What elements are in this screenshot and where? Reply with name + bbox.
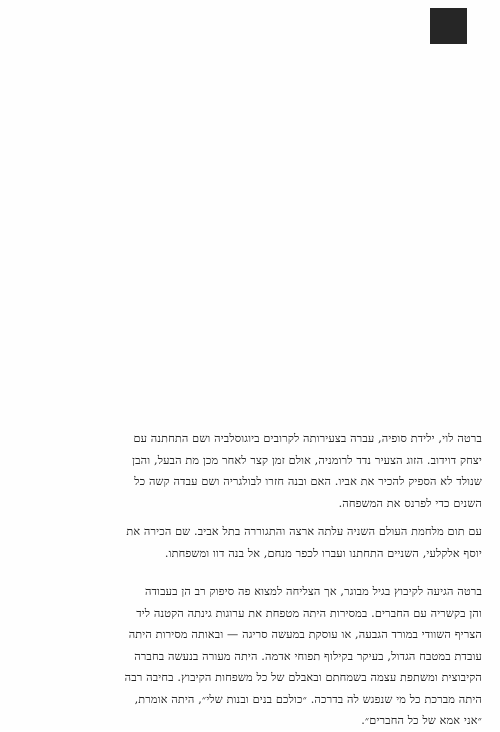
paragraph-line: הקיבוצית ומשתפת עצמה בשמחתם ובאבלם של כל משפחות הקיבוץ. בחיבה רבה	[124, 671, 482, 684]
paragraph-line: עובדת במטבח הגדול, בעיקר בקילוף תפוחי אדמה. היתה מעורה בנעשה בחברה	[134, 649, 482, 663]
paragraph-line: ברטה הגיעה לקיבוץ בגיל מבוגר, אך הצליחה למצוא פה סיפוק רב הן בעבודה	[144, 585, 482, 598]
paragraph-line: היתה מברכת כל מי שנפגש לה בדרכה. ״כולכם בנים ובנות שלי״, היתה אומרת,	[134, 692, 482, 706]
paragraph-line: יצחק דוידוב. הזוג הצעיר נדד לרומניה, אולם זמן קצר לאחר מכן מת הבעל, והבן	[132, 453, 482, 467]
paragraph-line: ברטה לוי, ילידת סופיה, עברה בצעירותה לקרובים ביוגוסלביה ושם התחתנה עם	[133, 432, 482, 445]
paragraph-line: עם תום מלחמת העולם השניה עלתה ארצה והתגוררה בתל אביב. שם הכירה את	[126, 525, 482, 538]
paragraph-3	[84, 581, 482, 732]
paragraph-line: השנים כדי לפרנס את המשפחה.	[338, 496, 482, 510]
paragraph-line: שנולד לא הספיק להכיר את אביו. האם ובנה חזרו לבולגריה ושם עבדה קשה כל	[134, 475, 482, 488]
paragraph-1	[84, 428, 482, 514]
page-corner-mark	[430, 8, 467, 44]
paragraph-line: והן בקשריה עם החברים. במסירות היתה מטפחת את ערוגות גינתה הקטנה ליד	[136, 606, 482, 620]
paragraph-2	[84, 521, 482, 564]
paragraph-line: הצריף השוודי במורד הגבעה, או עוסקת במעשה סריגה — ובאותה מסירות היתה	[128, 628, 482, 641]
paragraph-line: יוסף אלקלעי, השניים התחתנו ועברו לכפר מנחם, אל בנה דוו ומשפחתו.	[164, 546, 482, 560]
paragraph-line: ״אני אמא של כל החברים״.	[361, 714, 482, 727]
